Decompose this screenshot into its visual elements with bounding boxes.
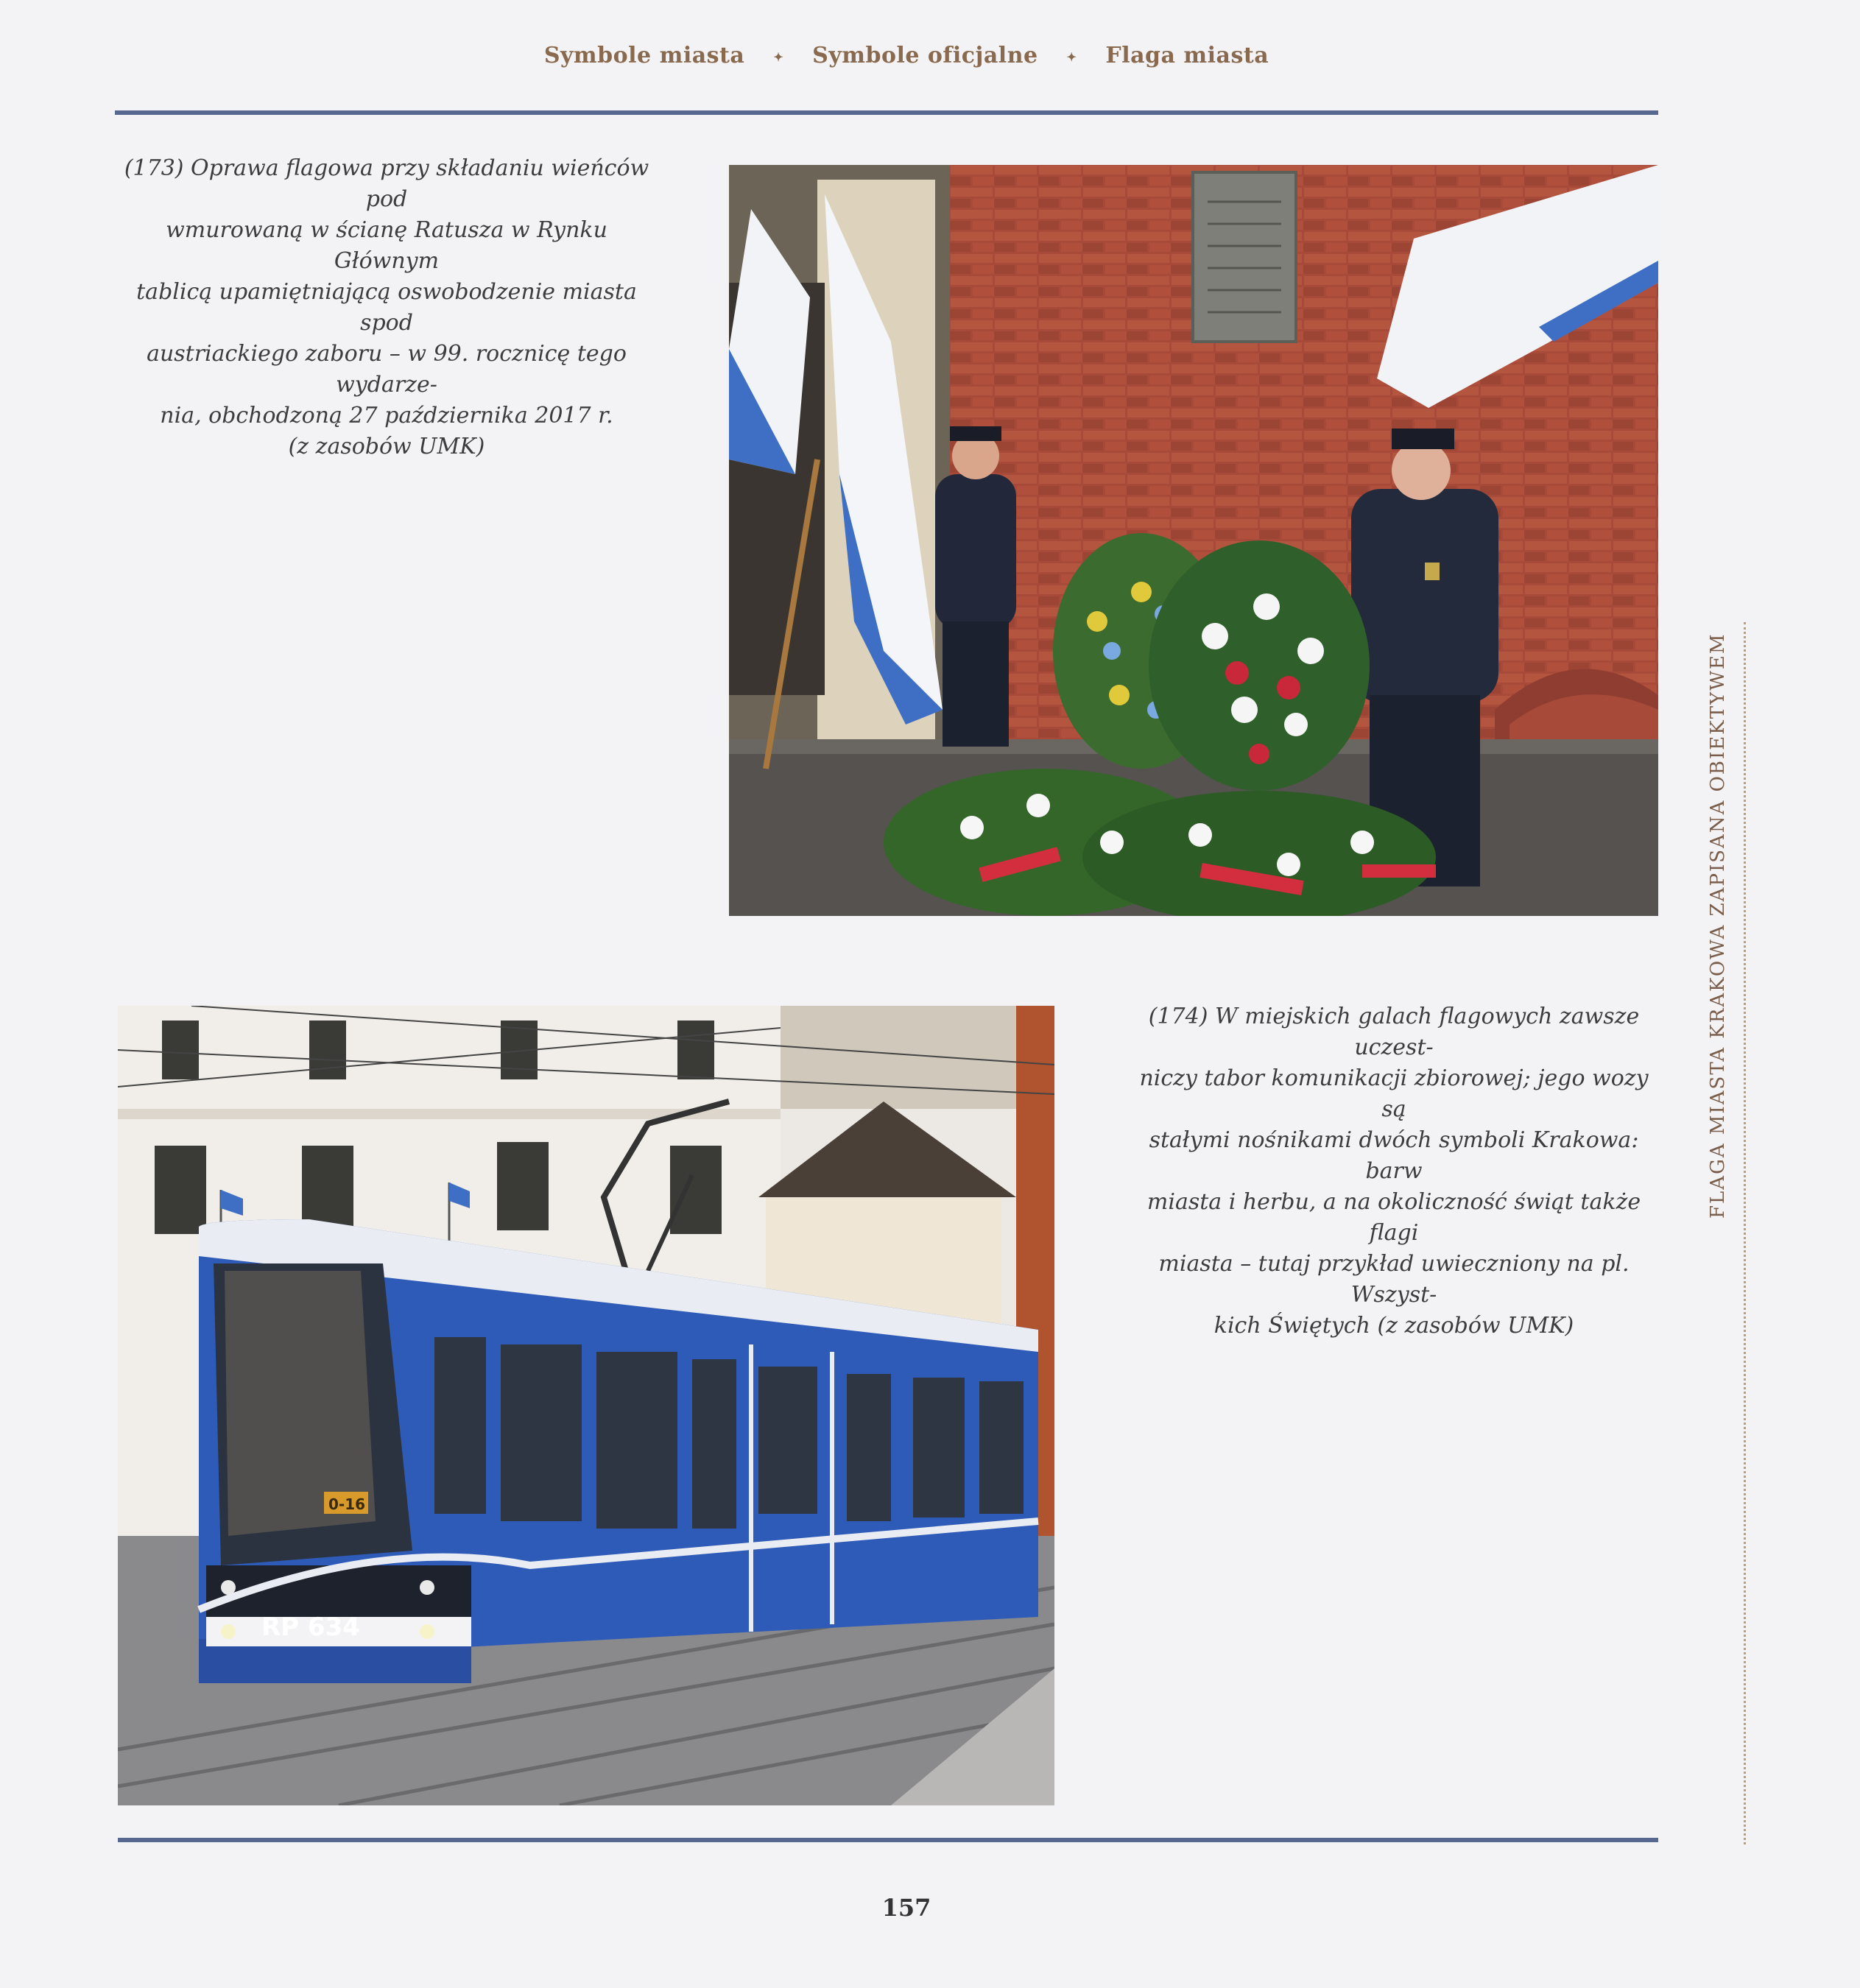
caption-line: miasta – tutaj przykład uwieczniony na pl. Wszyst- <box>1158 1251 1630 1308</box>
caption-174 <box>1125 1001 1663 1342</box>
header-separator: ✦ <box>1066 49 1077 64</box>
header-separator: ✦ <box>773 49 784 64</box>
bottom-rule <box>118 1838 1658 1842</box>
header-item: Flaga miasta <box>1105 43 1269 68</box>
caption-line: nia, obchodzoną 27 października 2017 r. <box>160 403 613 429</box>
caption-line: kich Świętych (z zasobów UMK) <box>1213 1313 1574 1339</box>
caption-line: tablicą upamiętniającą oswobodzenie miasta spod <box>136 279 637 336</box>
tram-route-sign: 0-16 <box>328 1495 366 1513</box>
page-number: 157 <box>881 1894 931 1922</box>
chapter-title: FLAGA MIASTA KRAKOWA ZAPISANA OBIEKTYWEM <box>1707 632 1729 1219</box>
caption-line: austriackiego zaboru – w 99. rocznicę tego wydarze- <box>147 341 627 398</box>
top-rule <box>115 110 1658 115</box>
caption-173 <box>118 153 655 462</box>
caption-line: stałymi nośnikami dwóch symboli Krakowa: barw <box>1149 1127 1639 1184</box>
photo-wreath-ceremony <box>729 165 1658 916</box>
sidebar-dotted-line <box>1744 622 1746 1844</box>
caption-line: wmurowaną w ścianę Ratusza w Rynku Głównym <box>166 217 607 274</box>
header-item: Symbole oficjalne <box>812 43 1038 68</box>
caption-line: (174) W miejskich galach flagowych zawsze uczest- <box>1148 1004 1640 1060</box>
photo-tram <box>118 1006 1054 1805</box>
header-item: Symbole miasta <box>543 43 745 68</box>
caption-line: (173) Oprawa flagowa przy składaniu wieńców pod <box>124 155 649 212</box>
tram-number: RP 634 <box>261 1612 360 1642</box>
caption-line: (z zasobów UMK) <box>288 434 485 459</box>
caption-line: niczy tabor komunikacji zbiorowej; jego wozy są <box>1139 1065 1649 1122</box>
caption-line: miasta i herbu, a na okoliczność świąt także flagi <box>1146 1189 1641 1246</box>
running-header <box>0 43 1813 68</box>
chapter-sidebar <box>1707 622 1736 1844</box>
